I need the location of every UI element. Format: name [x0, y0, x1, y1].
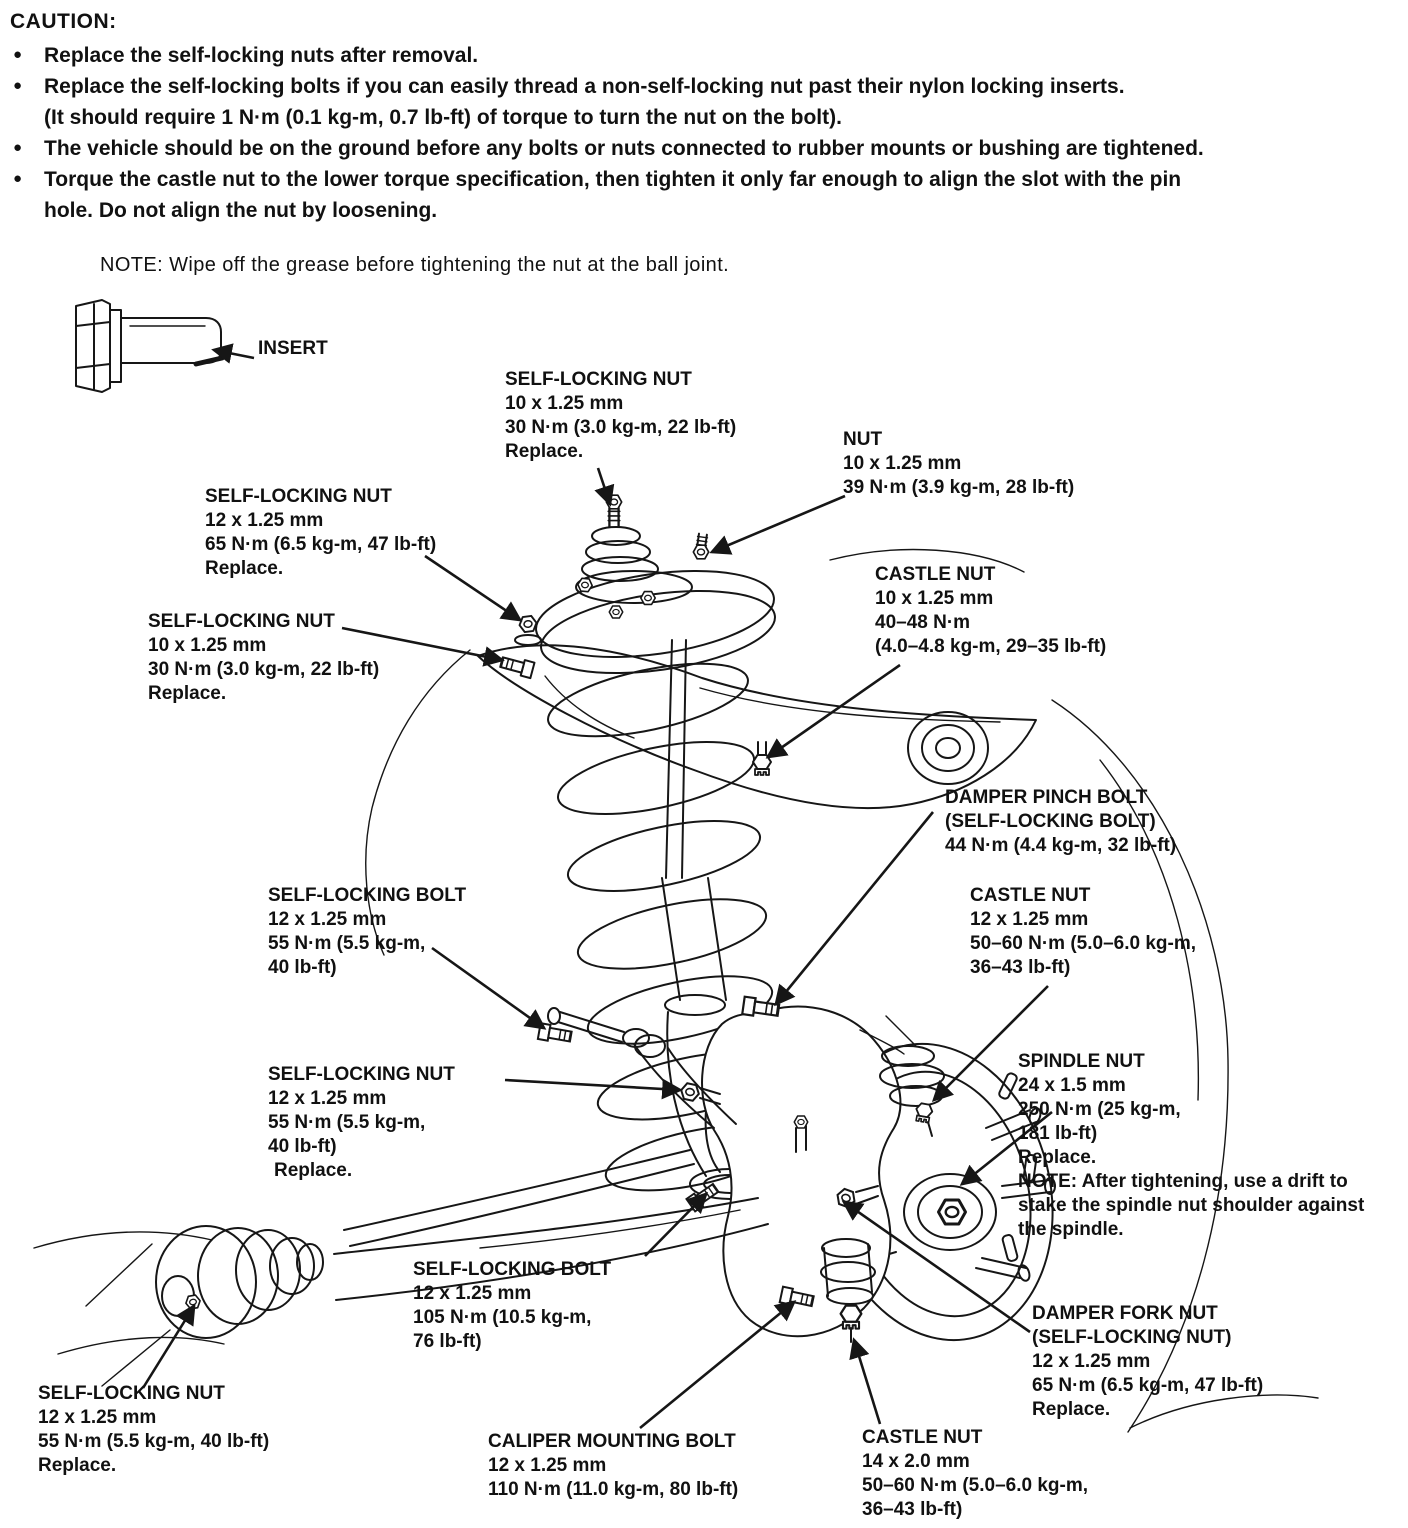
callout-line: 65 N·m (6.5 kg-m, 47 lb-ft) [1032, 1375, 1264, 1396]
callout-line: 12 x 1.25 mm [38, 1407, 157, 1428]
callout-line: SPINDLE NUT [1018, 1051, 1145, 1072]
callout-line: 10 x 1.25 mm [843, 453, 962, 474]
callout-line: Replace. [505, 441, 584, 462]
caution-block [10, 6, 1402, 226]
callout-line: DAMPER PINCH BOLT [945, 787, 1148, 808]
callout-line: Replace. [1018, 1147, 1097, 1168]
callout-line: SELF-LOCKING NUT [148, 611, 335, 632]
callout-radius-rod-self-locking-bolt [413, 1258, 611, 1354]
callout-line: stake the spindle nut shoulder against [1018, 1195, 1365, 1216]
callout-line: 65 N·m (6.5 kg-m, 47 lb-ft) [205, 534, 437, 555]
callout-anchor-self-locking-nut-12 [205, 485, 436, 581]
callout-lower-castle-nut-14 [862, 1426, 1088, 1522]
caution-bullet-line: ● The vehicle should be on the ground before any bolts or nuts connected to rubber mounts or bushing are tightened. [44, 137, 1204, 160]
callout-damper-pinch-bolt [945, 786, 1176, 858]
callout-line: DAMPER FORK NUT [1032, 1303, 1218, 1324]
callout-line: 44 N·m (4.4 kg-m, 32 lb-ft) [945, 835, 1177, 856]
note-text: NOTE: Wipe off the grease before tightening the nut at the ball joint. [100, 254, 730, 276]
callout-line: 14 x 2.0 mm [862, 1451, 970, 1472]
callout-line: Replace. [148, 683, 227, 704]
caution-bullet-line: hole. Do not align the nut by loosening. [44, 199, 438, 222]
callout-line: 36–43 lb-ft) [862, 1499, 963, 1520]
callout-line: 40 lb-ft) [268, 957, 337, 978]
callout-line: 10 x 1.25 mm [875, 588, 994, 609]
callout-line: (SELF-LOCKING BOLT) [945, 811, 1156, 832]
callout-line: 30 N·m (3.0 kg-m, 22 lb-ft) [148, 659, 380, 680]
callout-knuckle-self-locking-nut [268, 1063, 455, 1183]
steering-knuckle [702, 1007, 916, 1337]
callout-line: 12 x 1.25 mm [205, 510, 324, 531]
callout-line: 12 x 1.25 mm [413, 1283, 532, 1304]
caution-bullet [10, 71, 1402, 133]
anchor-nut-12-glyph [518, 615, 537, 632]
callout-damper-fork-nut [1032, 1302, 1263, 1422]
callout-line: Replace. [274, 1160, 353, 1181]
callout-line: SELF-LOCKING NUT [505, 369, 692, 390]
callout-line: SELF-LOCKING NUT [205, 486, 392, 507]
callout-line: 12 x 1.25 mm [488, 1455, 607, 1476]
callout-line: 12 x 1.25 mm [1032, 1351, 1151, 1372]
caution-title: CAUTION: [10, 10, 117, 33]
callout-line: 10 x 1.25 mm [148, 635, 267, 656]
callout-line: 55 N·m (5.5 kg-m, 40 lb-ft) [38, 1431, 270, 1452]
caution-bullet-line: ● Replace the self-locking bolts if you can easily thread a non-self-locking nut past their nylon locking inserts. [44, 75, 1125, 98]
callout-stabilizer-self-locking-bolt [268, 884, 466, 980]
callout-line: 12 x 1.25 mm [268, 909, 387, 930]
insert-bolt-figure [76, 300, 254, 392]
callout-caliper-mounting-bolt [488, 1430, 738, 1502]
upper-arm-nut-glyph [693, 545, 708, 559]
callout-line: CASTLE NUT [875, 564, 996, 585]
caution-bullet-line: (It should require 1 N·m (0.1 kg-m, 0.7 lb-ft) of torque to turn the nut on the bolt). [44, 106, 842, 129]
callout-line: CALIPER MOUNTING BOLT [488, 1431, 736, 1452]
callout-line: the spindle. [1018, 1219, 1124, 1240]
callout-line: 181 lb-ft) [1018, 1123, 1098, 1144]
callout-line: 50–60 N·m (5.0–6.0 kg-m, [862, 1475, 1089, 1496]
callout-line: 10 x 1.25 mm [505, 393, 624, 414]
callout-line: 250 N·m (25 kg-m, [1018, 1099, 1181, 1120]
callout-line: 110 N·m (11.0 kg-m, 80 lb-ft) [488, 1479, 739, 1500]
callout-line: 40 lb-ft) [268, 1136, 337, 1157]
castle-nut-14-glyph [841, 1306, 862, 1329]
caution-bullet [10, 133, 1402, 164]
callout-line: 55 N·m (5.5 kg-m, [268, 933, 426, 954]
caution-bullet-line: ● Torque the castle nut to the lower torque specification, then tighten it only far enough to align the slot with the pin [44, 168, 1182, 191]
callout-line: 105 N·m (10.5 kg-m, [413, 1307, 592, 1328]
callout-line: 39 N·m (3.9 kg-m, 28 lb-ft) [843, 477, 1075, 498]
callout-spindle-nut [1018, 1050, 1364, 1242]
callout-line: CASTLE NUT [862, 1427, 983, 1448]
callout-line: NOTE: After tightening, use a drift to [1018, 1171, 1348, 1192]
callout-line: (4.0–4.8 kg-m, 29–35 lb-ft) [875, 636, 1107, 657]
anchor-nut-10-glyph [499, 654, 534, 678]
callout-anchor-self-locking-nut-10 [148, 610, 379, 706]
insert-label: INSERT [258, 338, 328, 359]
callout-line: 40–48 N·m [875, 612, 971, 633]
spindle-nut-glyph [939, 1200, 966, 1224]
callout-line: Replace. [1032, 1399, 1111, 1420]
callout-line: SELF-LOCKING NUT [38, 1383, 225, 1404]
callout-line: 12 x 1.25 mm [268, 1088, 387, 1109]
callout-line: SELF-LOCKING BOLT [268, 885, 467, 906]
caution-list [10, 40, 1402, 226]
callout-line: 36–43 lb-ft) [970, 957, 1071, 978]
callout-line: NUT [843, 429, 883, 450]
upper-castle-nut-glyph [753, 755, 771, 775]
callout-radius-rod-self-locking-nut [38, 1382, 269, 1478]
callout-line: Replace. [205, 558, 284, 579]
callout-strut-top-self-locking-nut [505, 368, 736, 464]
callout-lower-castle-nut-12 [970, 884, 1196, 980]
caution-bullet [10, 164, 1402, 226]
callout-line: SELF-LOCKING NUT [268, 1064, 455, 1085]
callout-line: Replace. [38, 1455, 117, 1476]
callout-upper-arm-nut [843, 428, 1074, 500]
callout-line: 24 x 1.5 mm [1018, 1075, 1126, 1096]
callout-upper-castle-nut-10 [875, 563, 1106, 659]
callout-line: 55 N·m (5.5 kg-m, [268, 1112, 426, 1133]
caution-bullet-line: ● Replace the self-locking nuts after removal. [44, 44, 479, 67]
callout-line: 50–60 N·m (5.0–6.0 kg-m, [970, 933, 1197, 954]
callout-line: (SELF-LOCKING NUT) [1032, 1327, 1232, 1348]
callout-line: 76 lb-ft) [413, 1331, 482, 1352]
callout-line: 30 N·m (3.0 kg-m, 22 lb-ft) [505, 417, 737, 438]
callout-line: SELF-LOCKING BOLT [413, 1259, 612, 1280]
callout-line: 12 x 1.25 mm [970, 909, 1089, 930]
callout-line: CASTLE NUT [970, 885, 1091, 906]
caution-bullet [10, 40, 1402, 71]
